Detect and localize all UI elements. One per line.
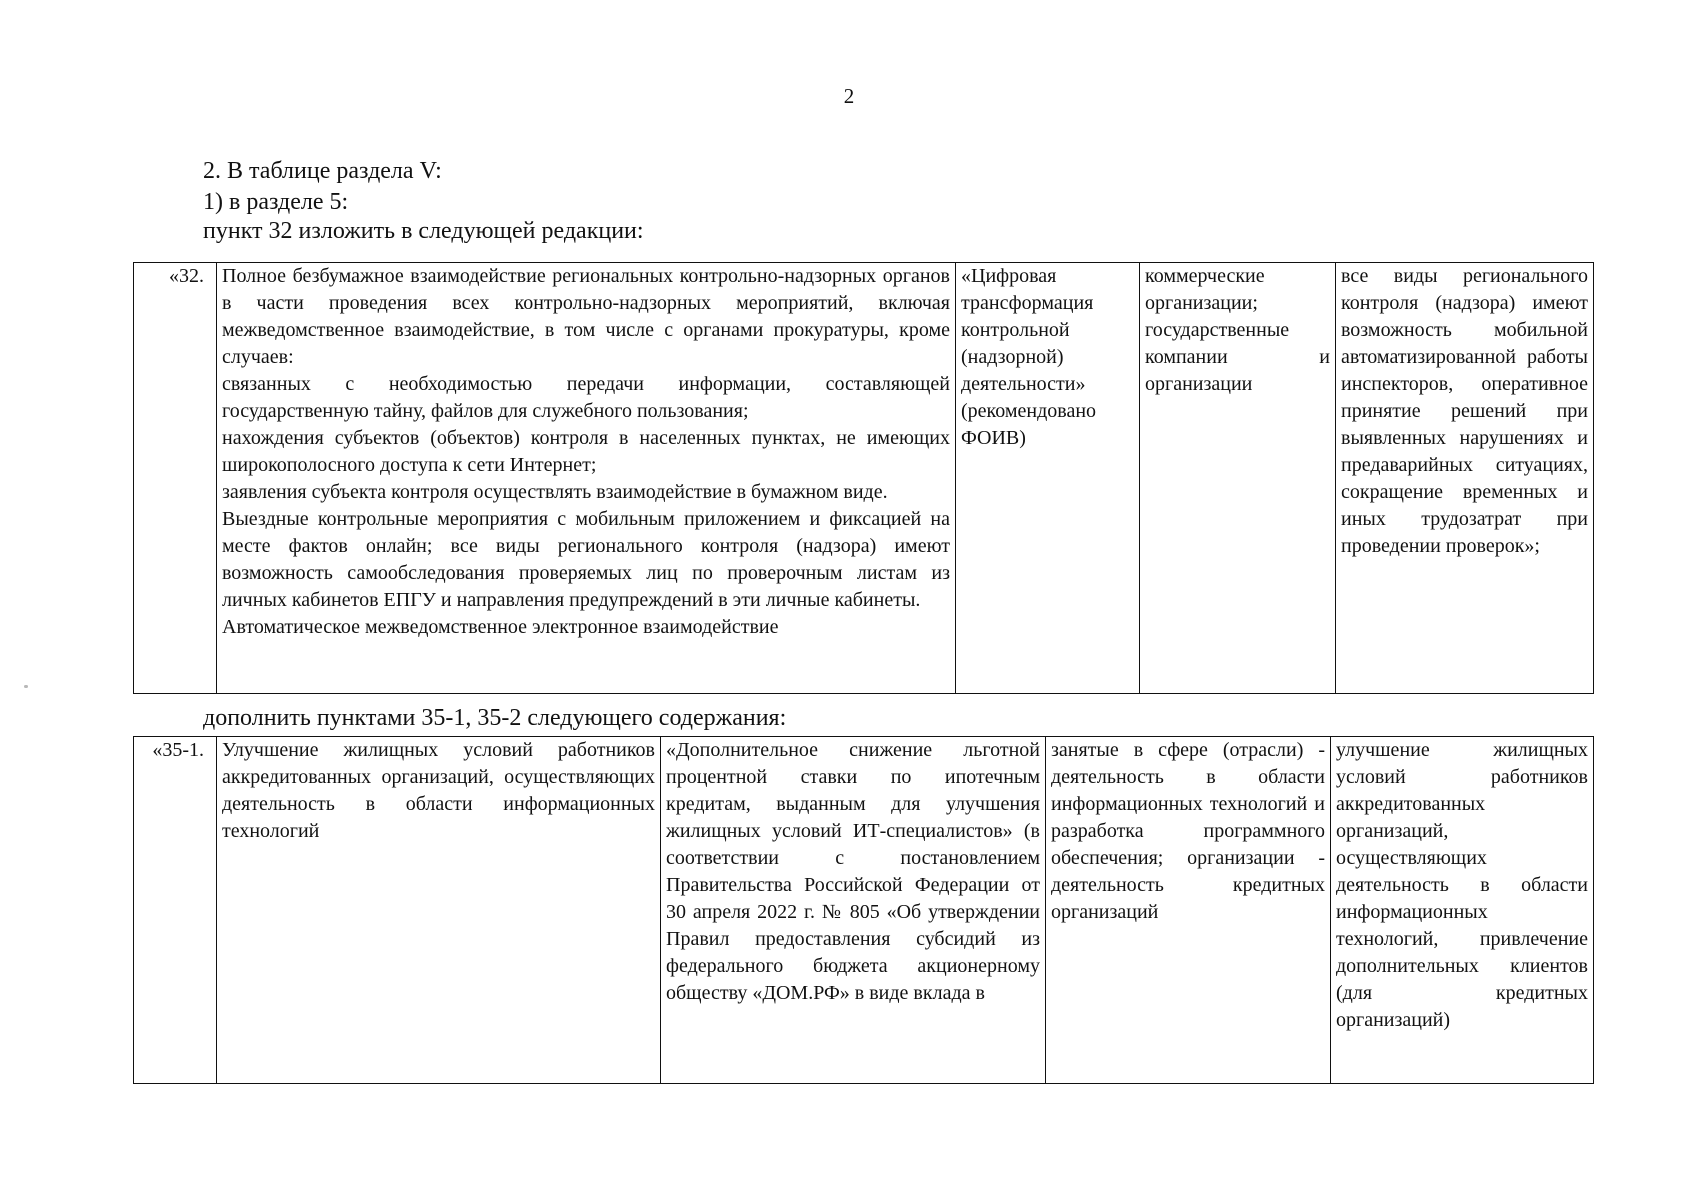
heading-instruction-item32: пункт 32 изложить в следующей редакции: [203, 218, 644, 244]
item-effect: улучшение жилищных условий работников аккредитованных организаций, осуществляющих деятельность в области информационных технологий, привлечение дополнительных клиентов (для кредитных организаций) [1331, 737, 1594, 1084]
scan-speck [24, 685, 28, 688]
description-paragraph: Автоматическое межведомственное электронное взаимодействие [222, 616, 779, 638]
item-description [217, 263, 956, 694]
item-recipients: коммерческие организации; государственные компании и организации [1140, 263, 1336, 694]
item-measure: «Дополнительное снижение льготной процентной ставки по ипотечным кредитам, выданным для улучшения жилищных условий ИТ-специалистов» (в соответствии с постановлением Правительства Российской Федерации от 30 апреля 2022 г. № 805 «Об утверждении Правил предоставления субсидий из федерального бюджета акционерному обществу «ДОМ.РФ» в виде вклада в [661, 737, 1046, 1084]
table-item-32 [133, 262, 1594, 694]
item-number: «35-1. [134, 737, 217, 1084]
description-paragraph: Полное безбумажное взаимодействие региональных контрольно-надзорных органов в части проведения всех контрольно-надзорных мероприятий, включая межведомственное взаимодействие, в том числе с органами прокуратуры, кроме случаев: [222, 265, 950, 368]
item-measure: «Цифровая трансформация контрольной (надзорной) деятельности» (рекомендовано ФОИВ) [956, 263, 1140, 694]
description-paragraph: Выездные контрольные мероприятия с мобильным приложением и фиксацией на месте фактов онлайн; все виды регионального контроля (надзора) имеют возможность самообследования проверяемых лиц по проверочным листам из личных кабинетов ЕПГУ и направления предупреждений в эти личные кабинеты. [222, 508, 950, 611]
table-item-35-1 [133, 736, 1594, 1084]
table-row [134, 737, 1594, 1084]
heading-instruction-item35: дополнить пунктами 35-1, 35-2 следующего содержания: [203, 705, 787, 731]
item-effect: все виды регионального контроля (надзора) имеют возможность мобильной автоматизированной работы инспекторов, оперативное принятие решений при выявленных нарушениях и предаварийных ситуациях, сокращение временных и иных трудозатрат при проведении проверок»; [1336, 263, 1594, 694]
description-paragraph: заявления субъекта контроля осуществлять взаимодействие в бумажном виде. [222, 481, 888, 503]
item-recipients: занятые в сфере (отрасли) - деятельность в области информационных технологий и разработка программного обеспечения; организации - деятельность кредитных организаций [1046, 737, 1331, 1084]
heading-section-table: 2. В таблице раздела V: [203, 158, 442, 184]
description-paragraph: нахождения субъектов (объектов) контроля в населенных пунктах, не имеющих широкополосного доступа к сети Интернет; [222, 427, 950, 476]
heading-subsection: 1) в разделе 5: [203, 189, 349, 215]
item-description: Улучшение жилищных условий работников аккредитованных организаций, осуществляющих деятельность в области информационных технологий [217, 737, 661, 1084]
page-number: 2 [843, 84, 855, 108]
table-row [134, 263, 1594, 694]
description-paragraph: связанных с необходимостью передачи информации, составляющей государственную тайну, файлов для служебного пользования; [222, 373, 950, 422]
item-number: «32. [134, 263, 217, 694]
